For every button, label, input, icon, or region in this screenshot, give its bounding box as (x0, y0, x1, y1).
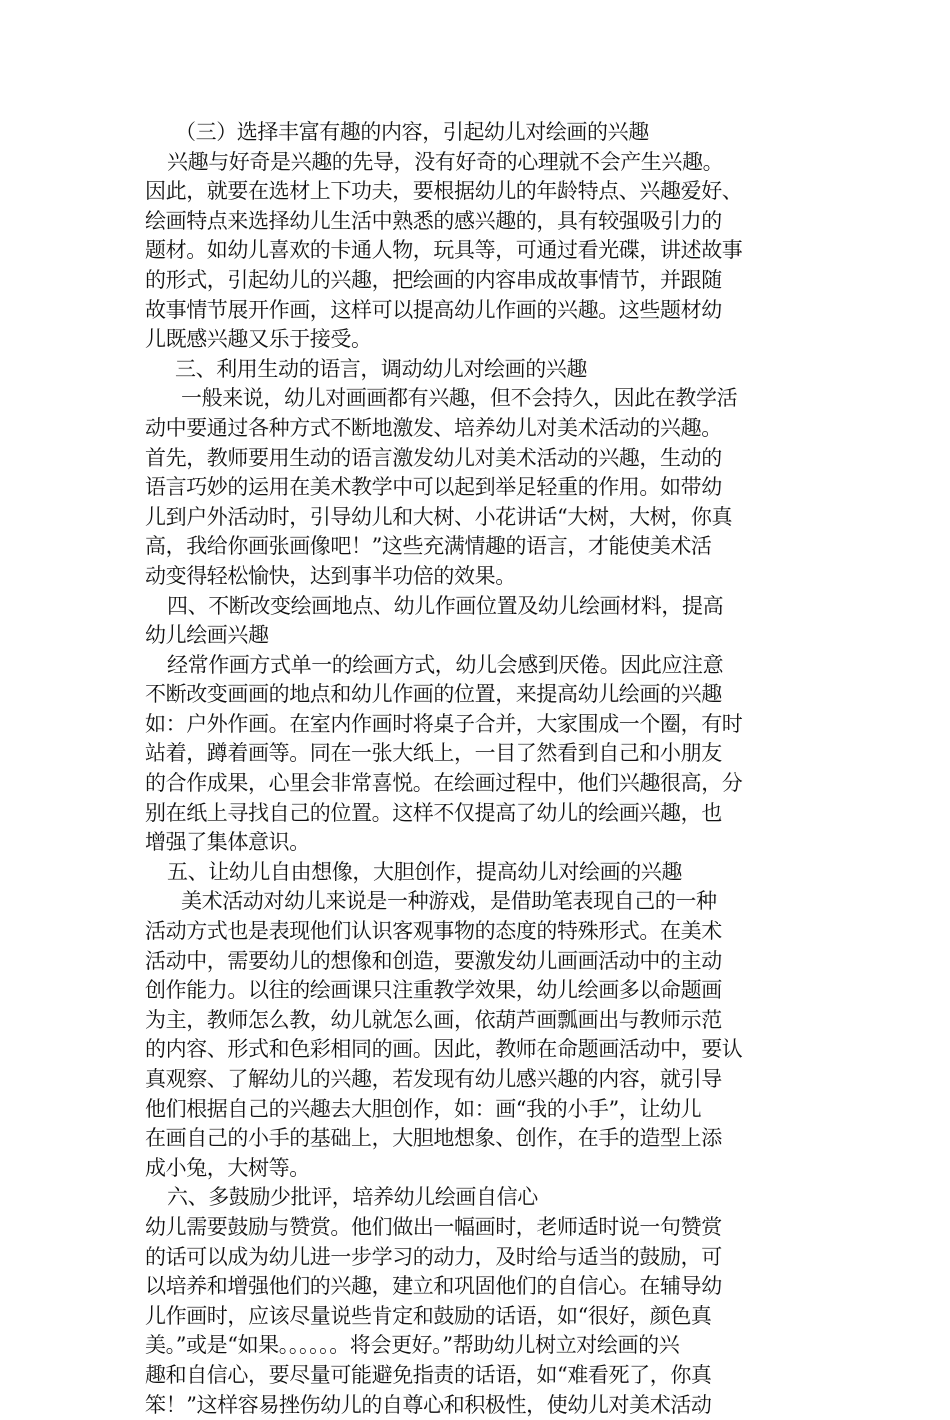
paragraph-line: 首先，教师要用生动的语言激发幼儿对美术活动的兴趣，生动的 (145, 445, 722, 470)
paragraph-line: 美。”或是“如果。。。。。。将会更好。”帮助幼儿树立对绘画的兴 (145, 1333, 680, 1358)
paragraph-line: 在画自己的小手的基础上，大胆地想象、创作，在手的造型上添 (145, 1126, 722, 1151)
paragraph-line: 语言巧妙的运用在美术教学中可以起到举足轻重的作用。如带幼 (145, 475, 722, 500)
paragraph-line: 别在纸上寻找自己的位置。这样不仅提高了幼儿的绘画兴趣，也 (145, 800, 722, 825)
paragraph-line: 笨！”这样容易挫伤幼儿的自尊心和积极性，使幼儿对美术活动 (145, 1392, 712, 1417)
heading-six: 六、多鼓励少批评，培养幼儿绘画自信心 (167, 1185, 538, 1210)
paragraph-line: 动变得轻松愉快，达到事半功倍的效果。 (145, 563, 516, 588)
heading-section-3: （三）选择丰富有趣的内容，引起幼儿对绘画的兴趣 (175, 120, 649, 144)
paragraph-line: 美术活动对幼儿来说是一种游戏，是借助笔表现自己的一种 (181, 889, 717, 914)
paragraph-line: 的话可以成为幼儿进一步学习的动力，及时给与适当的鼓励，可 (145, 1244, 722, 1269)
paragraph-line: 儿作画时，应该尽量说些肯定和鼓励的话语，如“很好，颜色真 (145, 1303, 712, 1328)
paragraph-line: 活动中，需要幼儿的想像和创造，要激发幼儿画画活动中的主动 (145, 948, 722, 973)
paragraph-line: 儿既感兴趣又乐于接受。 (145, 327, 372, 352)
heading-three: 三、利用生动的语言，调动幼儿对绘画的兴趣 (175, 356, 587, 381)
paragraph-line: 成小兔，大树等。 (145, 1155, 310, 1180)
paragraph-line: 儿到户外活动时，引导幼儿和大树、小花讲话“大树，大树，你真 (145, 504, 733, 529)
paragraph-line: 绘画特点来选择幼儿生活中熟悉的感兴趣的，具有较强吸引力的 (145, 208, 722, 233)
paragraph-line: 的合作成果，心里会非常喜悦。在绘画过程中，他们兴趣很高，分 (145, 771, 743, 796)
document-body (145, 118, 815, 1420)
paragraph-line: 活动方式也是表现他们认识客观事物的态度的特殊形式。在美术 (145, 919, 722, 944)
heading-four: 四、不断改变绘画地点、幼儿作画位置及幼儿绘画材料，提高 (167, 593, 724, 618)
paragraph-line: 以培养和增强他们的兴趣，建立和巩固他们的自信心。在辅导幼 (145, 1274, 722, 1299)
paragraph-line: 的内容、形式和色彩相同的画。因此，教师在命题画活动中，要认 (145, 1037, 743, 1062)
paragraph-line: 幼儿需要鼓励与赞赏。他们做出一幅画时，老师适时说一句赞赏 (145, 1214, 722, 1239)
heading-four-continued: 幼儿绘画兴趣 (145, 623, 269, 648)
paragraph-line: 高，我给你画张画像吧！”这些充满情趣的语言，才能使美术活 (145, 534, 712, 559)
paragraph-line: 的形式，引起幼儿的兴趣，把绘画的内容串成故事情节，并跟随 (145, 267, 722, 292)
paragraph-line: 动中要通过各种方式不断地激发、培养幼儿对美术活动的兴趣。 (145, 415, 722, 440)
paragraph-line: 兴趣与好奇是兴趣的先导，没有好奇的心理就不会产生兴趣。 (167, 149, 724, 174)
heading-five: 五、让幼儿自由想像，大胆创作，提高幼儿对绘画的兴趣 (167, 859, 682, 884)
paragraph-line: 如：户外作画。在室内作画时将桌子合并，大家围成一个圈，有时 (145, 711, 743, 736)
paragraph-line: 因此，就要在选材上下功夫，要根据幼儿的年龄特点、兴趣爱好、 (145, 179, 743, 204)
paragraph-line: 趣和自信心，要尽量可能避免指责的话语，如“难看死了，你真 (145, 1362, 712, 1387)
paragraph-line: 站着，蹲着画等。同在一张大纸上，一目了然看到自己和小朋友 (145, 741, 722, 766)
paragraph-line: 为主，教师怎么教，幼儿就怎么画，依葫芦画瓢画出与教师示范 (145, 1007, 722, 1032)
paragraph-line: 他们根据自己的兴趣去大胆创作，如：画“我的小手”，让幼儿 (145, 1096, 702, 1121)
paragraph-line: 不断改变画画的地点和幼儿作画的位置，来提高幼儿绘画的兴趣 (145, 682, 722, 707)
paragraph-line: 经常作画方式单一的绘画方式，幼儿会感到厌倦。因此应注意 (167, 652, 724, 677)
paragraph-line: 增强了集体意识。 (145, 830, 310, 855)
paragraph-line: 创作能力。以往的绘画课只注重教学效果，幼儿绘画多以命题画 (145, 978, 722, 1003)
paragraph-line: 题材。如幼儿喜欢的卡通人物，玩具等，可通过看光碟，讲述故事 (145, 238, 743, 263)
paragraph-line: 真观察、了解幼儿的兴趣，若发现有幼儿感兴趣的内容，就引导 (145, 1067, 722, 1091)
paragraph-line: 故事情节展开作画，这样可以提高幼儿作画的兴趣。这些题材幼 (145, 297, 722, 322)
paragraph-line: 一般来说，幼儿对画画都有兴趣，但不会持久，因此在教学活 (181, 386, 738, 411)
